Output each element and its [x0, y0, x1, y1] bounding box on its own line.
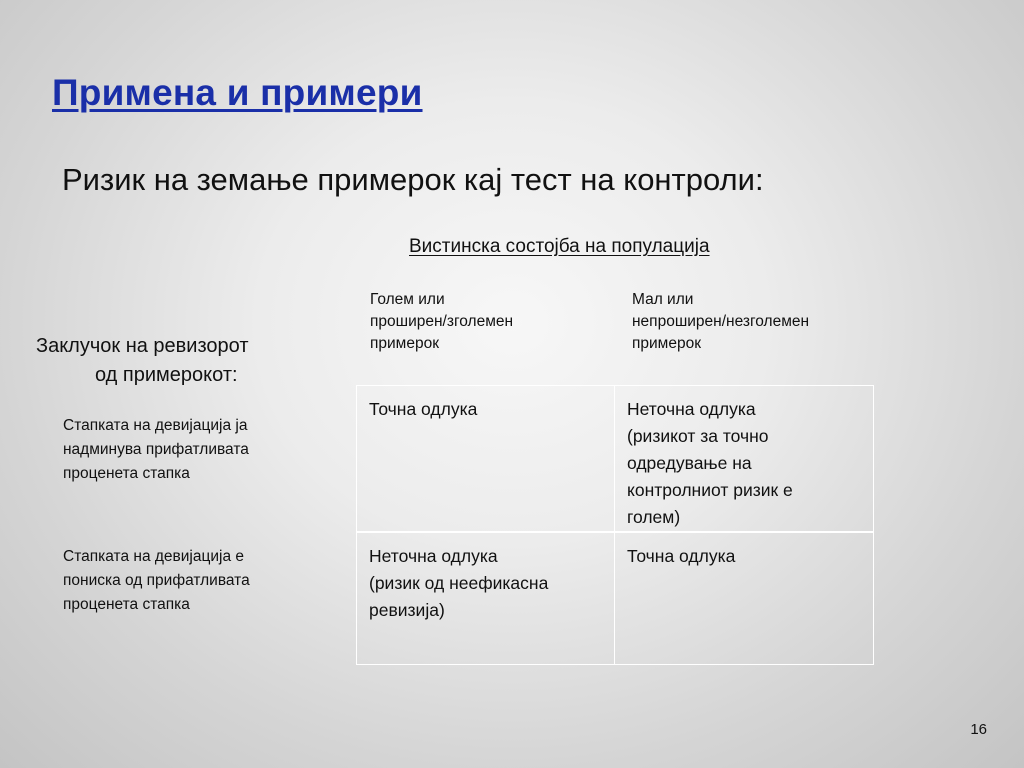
matrix-cell-r2c1: Неточна одлука (ризик од неефикасна ревизија) [357, 533, 615, 664]
slide-title: Примена и примери [52, 72, 423, 113]
slide-subtitle: Ризик на земање примерок кај тест на контроли: [62, 162, 764, 197]
page-number: 16 [970, 721, 987, 738]
column-header: Вистинска состојба на популација [409, 236, 710, 257]
matrix-cell-r1c2: Неточна одлука (ризикот за точно одредување на контролниот ризик е голем) [615, 386, 873, 533]
row-label-exceeds: Стапката на девијација ја надминува прифатливата проценета стапка [63, 417, 249, 482]
matrix-cell-r2c2: Точна одлука [627, 546, 736, 566]
column-label-large-sample: Голем или проширен/зголемен примерок [370, 291, 514, 352]
column-label-small-sample: Мал или непроширен/незголемен примерок [632, 291, 810, 352]
decision-matrix [356, 385, 874, 665]
matrix-cell-r1c1: Точна одлука [357, 386, 615, 533]
row-header-line1: Заклучок на ревизорот [36, 335, 249, 357]
row-header [36, 332, 249, 390]
row-label-below: Стапката на девијација е пониска од прифатливата проценета стапка [63, 548, 250, 613]
row-header-line2: од примерокот: [95, 364, 238, 386]
